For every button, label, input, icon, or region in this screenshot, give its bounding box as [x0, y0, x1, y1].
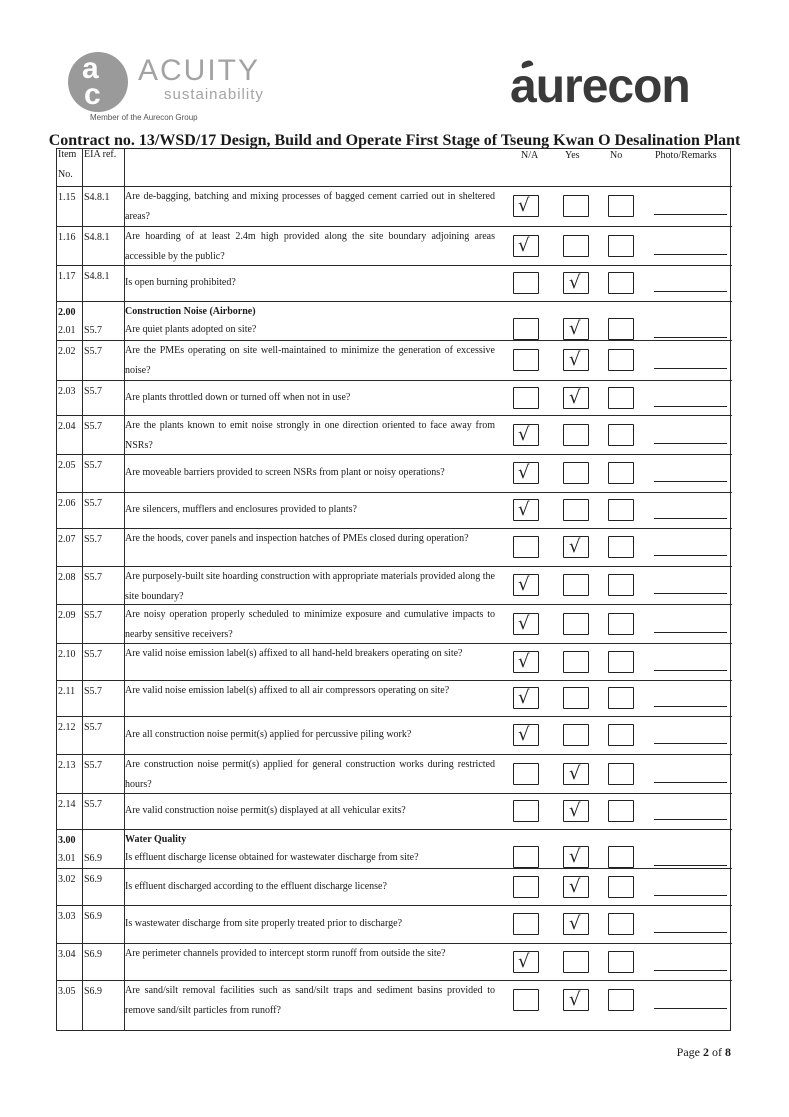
check-mark-icon: √	[569, 318, 581, 339]
checkbox-yes[interactable]	[563, 349, 589, 371]
checklist-table	[56, 148, 731, 1031]
checkbox-yes[interactable]	[563, 846, 589, 868]
checkbox-na[interactable]	[513, 951, 539, 973]
checklist-question: Are all construction noise permit(s) applied for percussive piling work?	[125, 729, 412, 740]
remarks-line[interactable]	[654, 481, 727, 482]
header-photo-remarks: Photo/Remarks	[655, 150, 717, 161]
check-mark-icon: √	[569, 876, 581, 897]
check-mark-icon: √	[518, 462, 530, 483]
checkbox-no[interactable]	[608, 499, 634, 521]
checkbox-na[interactable]	[513, 195, 539, 217]
checkbox-no[interactable]	[608, 989, 634, 1011]
section-number: 3.00	[58, 835, 76, 846]
checklist-question: Are valid noise emission label(s) affixed to all air compressors operating on site?	[125, 685, 450, 696]
header-no: No	[610, 150, 623, 161]
checklist-question: Are valid construction noise permit(s) displayed at all vehicular exits?	[125, 805, 406, 816]
eia-reference: S6.9	[84, 874, 103, 885]
checkbox-na[interactable]	[513, 989, 539, 1011]
column-divider	[82, 149, 83, 1030]
checklist-question: Are silencers, mufflers and enclosures provided to plants?	[125, 504, 357, 515]
item-number: 2.07	[58, 534, 76, 545]
checkbox-na[interactable]	[513, 499, 539, 521]
check-mark-icon: √	[518, 651, 530, 672]
eia-reference: S5.7	[84, 386, 103, 397]
eia-reference: S5.7	[84, 421, 103, 432]
checkbox-no[interactable]	[608, 724, 634, 746]
checkbox-no[interactable]	[608, 951, 634, 973]
checkbox-yes[interactable]	[563, 800, 589, 822]
checkbox-na[interactable]	[513, 424, 539, 446]
checkbox-yes[interactable]	[563, 989, 589, 1011]
remarks-line[interactable]	[654, 518, 727, 519]
remarks-line[interactable]	[654, 337, 727, 338]
row-divider	[57, 716, 732, 717]
checkbox-no[interactable]	[608, 235, 634, 257]
item-number: 3.01	[58, 853, 76, 864]
checkbox-na[interactable]	[513, 763, 539, 785]
aurecon-logo	[510, 60, 730, 120]
remarks-line[interactable]	[654, 970, 727, 971]
aurecon-wordmark: aurecon	[510, 60, 690, 113]
row-divider	[57, 793, 732, 794]
checkbox-no[interactable]	[608, 318, 634, 340]
checkbox-na[interactable]	[513, 687, 539, 709]
checkbox-na[interactable]	[513, 536, 539, 558]
checkbox-no[interactable]	[608, 613, 634, 635]
check-mark-icon: √	[569, 989, 581, 1010]
check-mark-icon: √	[569, 763, 581, 784]
checkbox-na[interactable]	[513, 800, 539, 822]
check-mark-icon: √	[569, 349, 581, 370]
checklist-question: Are hoarding of at least 2.4m high provided along the site boundary adjoining areas accessible by the public?	[125, 231, 495, 262]
eia-reference: S6.9	[84, 911, 103, 922]
checklist-question: Are perimeter channels provided to intercept storm runoff from outside the site?	[125, 948, 446, 959]
eia-reference: S5.7	[84, 799, 103, 810]
checkbox-no[interactable]	[608, 800, 634, 822]
item-number: 1.15	[58, 192, 76, 203]
remarks-line[interactable]	[654, 291, 727, 292]
acuity-logo	[68, 48, 288, 124]
page-number: Page 2 of 8	[676, 1045, 731, 1059]
checklist-question: Are the plants known to emit noise strongly in one direction oriented to face away from NSRs?	[125, 420, 495, 451]
item-number: 2.02	[58, 346, 76, 357]
item-number: 3.02	[58, 874, 76, 885]
item-number: 2.05	[58, 460, 76, 471]
remarks-line[interactable]	[654, 743, 727, 744]
check-mark-icon: √	[518, 687, 530, 708]
section-title: Construction Noise (Airborne)	[125, 306, 256, 317]
item-number: 2.04	[58, 421, 76, 432]
remarks-line[interactable]	[654, 865, 727, 866]
remarks-line[interactable]	[654, 670, 727, 671]
checkbox-yes[interactable]	[563, 951, 589, 973]
acuity-wordmark: ACUITY	[138, 54, 261, 87]
checkbox-na[interactable]	[513, 913, 539, 935]
remarks-line[interactable]	[654, 782, 727, 783]
eia-reference: S6.9	[84, 853, 103, 864]
item-number: 2.01	[58, 325, 76, 336]
remarks-line[interactable]	[654, 819, 727, 820]
eia-reference: S5.7	[84, 572, 103, 583]
checkbox-na[interactable]	[513, 574, 539, 596]
remarks-line[interactable]	[654, 214, 727, 215]
checkbox-na[interactable]	[513, 724, 539, 746]
checklist-question: Is effluent discharged according to the effluent discharge license?	[125, 881, 387, 892]
item-number: 2.09	[58, 610, 76, 621]
header-eia-ref: EIA ref.	[84, 149, 117, 160]
item-number: 2.11	[58, 686, 76, 697]
header-yes: Yes	[565, 150, 580, 161]
checkbox-yes[interactable]	[563, 651, 589, 673]
eia-reference: S6.9	[84, 986, 103, 997]
remarks-line[interactable]	[654, 706, 727, 707]
checkbox-na[interactable]	[513, 462, 539, 484]
remarks-line[interactable]	[654, 406, 727, 407]
row-divider	[57, 492, 732, 493]
item-number: 2.10	[58, 649, 76, 660]
checkbox-na[interactable]	[513, 349, 539, 371]
checkbox-yes[interactable]	[563, 687, 589, 709]
checkbox-na[interactable]	[513, 318, 539, 340]
remarks-line[interactable]	[654, 254, 727, 255]
check-mark-icon: √	[518, 951, 530, 972]
remarks-line[interactable]	[654, 1008, 727, 1009]
item-number: 3.05	[58, 986, 76, 997]
check-mark-icon: √	[518, 235, 530, 256]
remarks-line[interactable]	[654, 632, 727, 633]
eia-reference: S5.7	[84, 534, 103, 545]
checkbox-yes[interactable]	[563, 235, 589, 257]
checklist-question: Is open burning prohibited?	[125, 277, 236, 288]
checkbox-no[interactable]	[608, 913, 634, 935]
remarks-line[interactable]	[654, 443, 727, 444]
checklist-question: Is wastewater discharge from site properly treated prior to discharge?	[125, 918, 403, 929]
checklist-question: Are plants throttled down or turned off when not in use?	[125, 392, 351, 403]
checkbox-yes[interactable]	[563, 272, 589, 294]
checkbox-no[interactable]	[608, 651, 634, 673]
check-mark-icon: √	[518, 424, 530, 445]
checkbox-na[interactable]	[513, 613, 539, 635]
checkbox-yes[interactable]	[563, 424, 589, 446]
checklist-question: Are the PMEs operating on site well-maintained to minimize the generation of excessive noise?	[125, 345, 495, 376]
checklist-question: Are de-bagging, batching and mixing processes of bagged cement carried out in sheltered areas?	[125, 191, 495, 222]
checkbox-yes[interactable]	[563, 913, 589, 935]
member-of-group-text: Member of the Aurecon Group	[90, 113, 198, 122]
eia-reference: S4.8.1	[84, 232, 110, 243]
header-item: Item No.	[58, 149, 77, 180]
checkbox-na[interactable]	[513, 235, 539, 257]
checkbox-yes[interactable]	[563, 462, 589, 484]
checkbox-no[interactable]	[608, 687, 634, 709]
check-mark-icon: √	[569, 387, 581, 408]
checklist-question: Are valid noise emission label(s) affixed to all hand-held breakers operating on site?	[125, 648, 463, 659]
check-mark-icon: √	[569, 913, 581, 934]
item-number: 2.06	[58, 498, 76, 509]
remarks-line[interactable]	[654, 895, 727, 896]
eia-reference: S5.7	[84, 686, 103, 697]
eia-reference: S5.7	[84, 346, 103, 357]
item-number: 2.13	[58, 760, 76, 771]
item-number: 2.08	[58, 572, 76, 583]
eia-reference: S6.9	[84, 949, 103, 960]
checkbox-no[interactable]	[608, 272, 634, 294]
checkbox-yes[interactable]	[563, 613, 589, 635]
checkbox-yes[interactable]	[563, 536, 589, 558]
remarks-line[interactable]	[654, 555, 727, 556]
checklist-question: Are purposely-built site hoarding construction with appropriate materials provided along the site boundary?	[125, 571, 495, 602]
check-mark-icon: √	[518, 724, 530, 745]
section-title: Water Quality	[125, 834, 187, 845]
checkbox-no[interactable]	[608, 846, 634, 868]
eia-reference: S5.7	[84, 760, 103, 771]
checkbox-yes[interactable]	[563, 876, 589, 898]
checklist-question: Are noisy operation properly scheduled to minimize exposure and cumulative impacts to nearby sensitive receivers?	[125, 609, 495, 640]
check-mark-icon: √	[569, 846, 581, 867]
checkbox-yes[interactable]	[563, 195, 589, 217]
checkbox-no[interactable]	[608, 349, 634, 371]
row-divider	[57, 868, 732, 869]
eia-reference: S5.7	[84, 722, 103, 733]
check-mark-icon: √	[518, 195, 530, 216]
checklist-question: Are moveable barriers provided to screen NSRs from plant or noisy operations?	[125, 467, 445, 478]
item-number: 3.04	[58, 949, 76, 960]
checkbox-no[interactable]	[608, 763, 634, 785]
checklist-question: Are the hoods, cover panels and inspection hatches of PMEs closed during operation?	[125, 533, 469, 544]
asc-emblem-icon: a c	[68, 52, 128, 112]
check-mark-icon: √	[518, 613, 530, 634]
item-number: 1.16	[58, 232, 76, 243]
eia-reference: S4.8.1	[84, 271, 110, 282]
eia-reference: S5.7	[84, 325, 103, 336]
checkbox-no[interactable]	[608, 876, 634, 898]
header-na: N/A	[521, 150, 539, 161]
eia-reference: S5.7	[84, 498, 103, 509]
checkbox-no[interactable]	[608, 387, 634, 409]
acuity-subtitle: sustainability	[164, 86, 264, 103]
checklist-question: Are sand/silt removal facilities such as sand/silt traps and sediment basins provided to remove sand/silt particles from runoff?	[125, 985, 495, 1016]
check-mark-icon: √	[569, 536, 581, 557]
checkbox-na[interactable]	[513, 651, 539, 673]
eia-reference: S4.8.1	[84, 192, 110, 203]
checkbox-na[interactable]	[513, 272, 539, 294]
checkbox-yes[interactable]	[563, 387, 589, 409]
item-number: 2.12	[58, 722, 76, 733]
remarks-line[interactable]	[654, 368, 727, 369]
checkbox-na[interactable]	[513, 876, 539, 898]
item-number: 2.03	[58, 386, 76, 397]
checkbox-yes[interactable]	[563, 318, 589, 340]
checkbox-na[interactable]	[513, 846, 539, 868]
checklist-question: Is effluent discharge license obtained for wastewater discharge from site?	[125, 852, 419, 863]
checkbox-yes[interactable]	[563, 763, 589, 785]
remarks-line[interactable]	[654, 593, 727, 594]
row-divider	[57, 265, 732, 266]
checkbox-no[interactable]	[608, 574, 634, 596]
checkbox-na[interactable]	[513, 387, 539, 409]
check-mark-icon: √	[518, 499, 530, 520]
row-divider	[57, 454, 732, 455]
item-number: 3.03	[58, 911, 76, 922]
checklist-question: Are construction noise permit(s) applied for general construction works during restricted hours?	[125, 759, 495, 790]
section-number: 2.00	[58, 307, 76, 318]
eia-reference: S5.7	[84, 610, 103, 621]
check-mark-icon: √	[518, 574, 530, 595]
checkbox-no[interactable]	[608, 195, 634, 217]
checkbox-no[interactable]	[608, 462, 634, 484]
eia-reference: S5.7	[84, 649, 103, 660]
check-mark-icon: √	[569, 272, 581, 293]
document-title: Contract no. 13/WSD/17 Design, Build and Operate First Stage of Tseung Kwan O Desalination Plant	[48, 132, 741, 149]
eia-reference: S5.7	[84, 460, 103, 471]
row-divider	[57, 380, 732, 381]
checkbox-yes[interactable]	[563, 499, 589, 521]
remarks-line[interactable]	[654, 932, 727, 933]
checkbox-no[interactable]	[608, 536, 634, 558]
checkbox-no[interactable]	[608, 424, 634, 446]
check-mark-icon: √	[569, 800, 581, 821]
checklist-question: Are quiet plants adopted on site?	[125, 324, 257, 335]
checkbox-yes[interactable]	[563, 724, 589, 746]
item-number: 1.17	[58, 271, 76, 282]
item-number: 2.14	[58, 799, 76, 810]
checkbox-yes[interactable]	[563, 574, 589, 596]
row-divider	[57, 905, 732, 906]
